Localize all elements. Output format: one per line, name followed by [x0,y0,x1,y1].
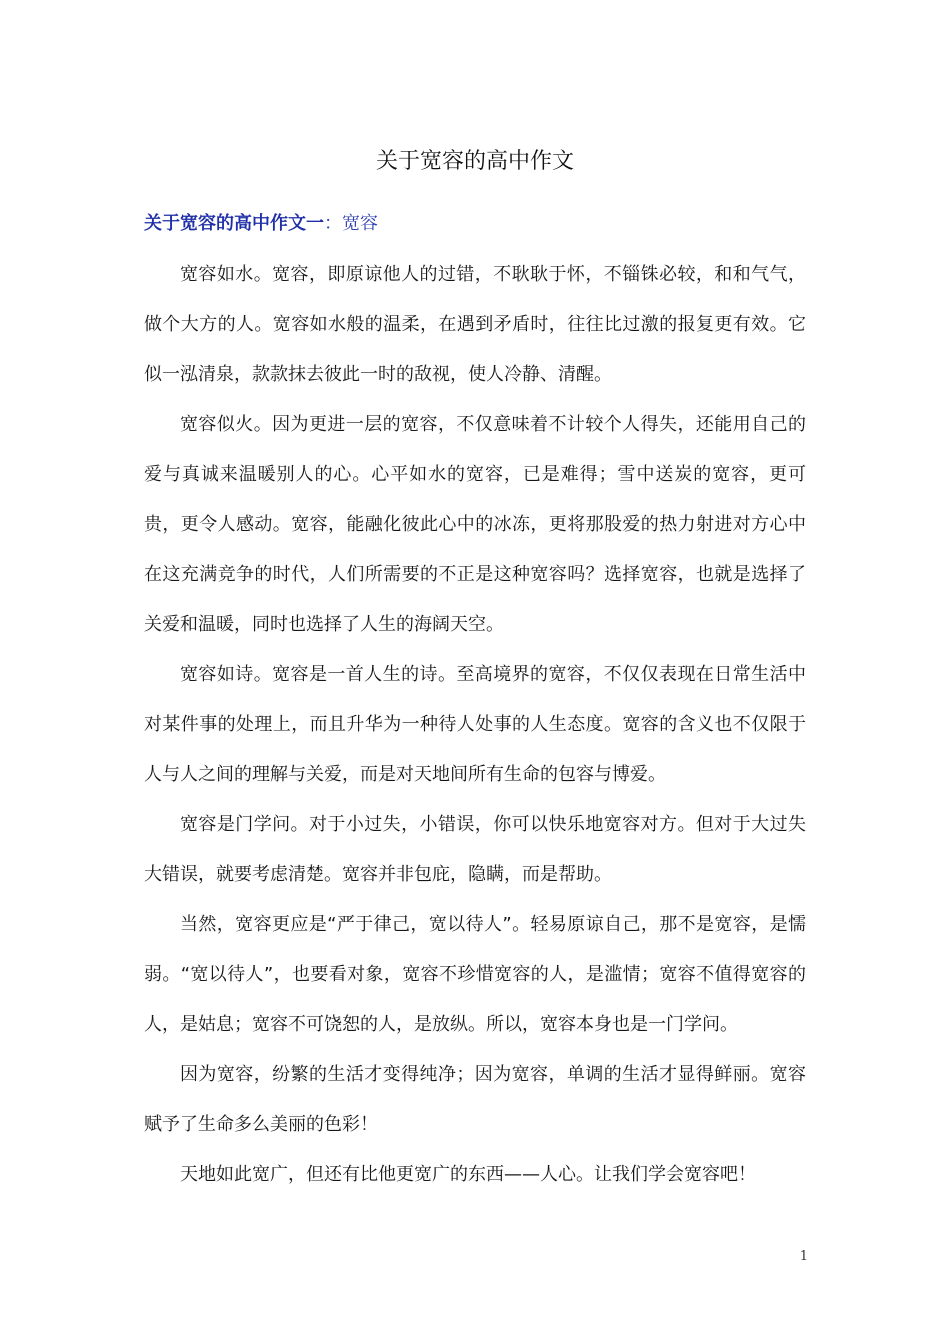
paragraph-2: 宽容似火。因为更进一层的宽容，不仅意味着不计较个人得失，还能用自己的爱与真诚来温暖别人的心。心平如水的宽容，已是难得；雪中送炭的宽容，更可贵，更令人感动。宽容，能融化彼此心中的冰冻，更将那股爱的热力射进对方心中在这充满竞争的时代，人们所需要的不正是这种宽容吗？选择宽容，也就是选择了关爱和温暖，同时也选择了人生的海阔天空。 [144,414,806,635]
page-number: 1 [799,1249,808,1264]
paragraph-1: 宽容如水。宽容，即原谅他人的过错，不耿耿于怀，不锱铢必较，和和气气，做个大方的人。宽容如水般的温柔，在遇到矛盾时，往往比过激的报复更有效。它似一泓清泉，款款抹去彼此一时的敌视，使人冷静、清醒。 [144,264,806,385]
paragraph-4: 宽容是门学问。对于小过失，小错误，你可以快乐地宽容对方。但对于大过失大错误，就要考虑清楚。宽容并非包庇，隐瞒，而是帮助。 [144,814,806,885]
subheading-bold-text: 关于宽容的高中作文一 [144,213,324,234]
paragraph-5: 当然，宽容更应是“严于律己，宽以待人”。轻易原谅自己，那不是宽容，是懦弱。“宽以待人”，也要看对象，宽容不珍惜宽容的人，是滥情；宽容不值得宽容的人，是姑息；宽容不可饶恕的人，是放纵。所以，宽容本身也是一门学问。 [144,914,806,1035]
section-subheading [144,210,378,238]
subheading-normal-text: 宽容 [342,213,378,234]
paragraph-7: 天地如此宽广，但还有比他更宽广的东西——人心。让我们学会宽容吧！ [180,1164,756,1185]
document-title: 关于宽容的高中作文 [375,149,574,174]
subheading-separator: ： [324,213,342,234]
essay-body [144,250,806,1200]
paragraph-3: 宽容如诗。宽容是一首人生的诗。至高境界的宽容，不仅仅表现在日常生活中对某件事的处理上，而且升华为一种待人处事的人生态度。宽容的含义也不仅限于人与人之间的理解与关爱，而是对天地间所有生命的包容与博爱。 [144,664,806,785]
paragraph-6: 因为宽容，纷繁的生活才变得纯净；因为宽容，单调的生活才显得鲜丽。宽容赋予了生命多么美丽的色彩！ [144,1064,806,1135]
